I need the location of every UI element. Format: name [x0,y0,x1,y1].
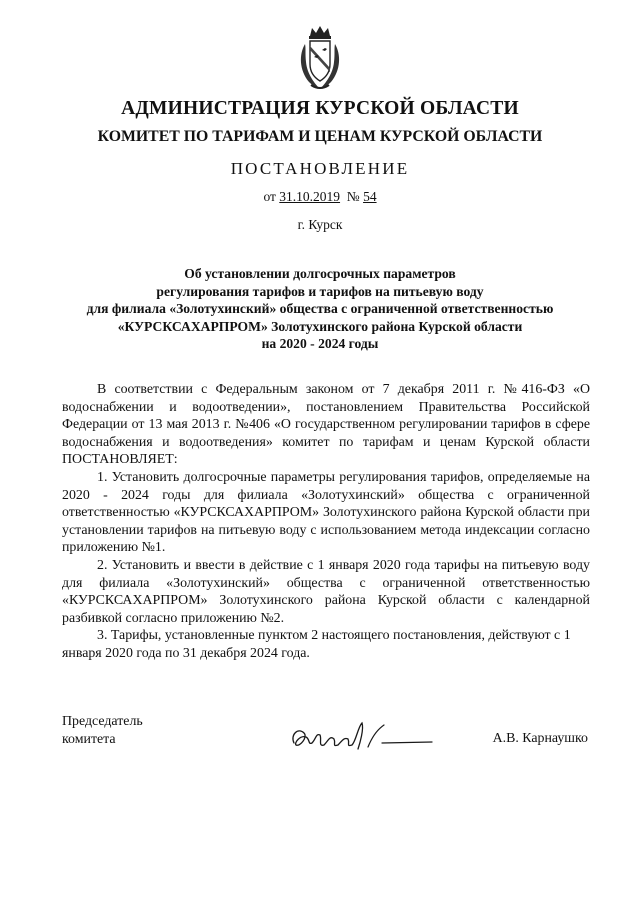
body-paragraph: 2. Установить и ввести в действие с 1 января 2020 года тарифы на питьевую воду для филиала «Золотухинский» общества с ограниченной ответственностью «КУРСКСАХАРПРОМ» Золотухинского района Курской области с календарной разбивкой согласно приложению №2. [62,557,590,626]
committee-title: КОМИТЕТ ПО ТАРИФАМ И ЦЕНАМ КУРСКОЙ ОБЛАСТИ [97,128,543,145]
signatory-title [62,713,143,748]
document-date: 31.10.2019 [279,189,341,204]
signatory-name: А.В. Карнаушко [492,731,588,746]
body-paragraph: В соответствии с Федеральным законом от 7 декабря 2011 г. №416-ФЗ «О водоснабжении и водоотведении», постановлением Правительства Российской Федерации от 13 мая 2013 г. №406 «О государственном регулировании тарифов в сфере водоснабжения и водоотведения» комитет по тарифам и ценам Курской области ПОСТАНОВЛЯЕТ: [62,382,590,468]
handwritten-signature [286,717,436,757]
subject-line: регулирования тарифов и тарифов на питьевую воду [156,283,484,299]
coat-of-arms-icon [297,24,343,92]
signatory-title-line: комитета [62,731,116,747]
organization-title: АДМИНИСТРАЦИЯ КУРСКОЙ ОБЛАСТИ [121,98,519,119]
number-prefix: № [346,189,364,204]
document-body [62,381,590,663]
body-paragraph: 3. Тарифы, установленные пунктом 2 настоящего постановления, действуют с 1 января 2020 года по 31 декабря 2024 года. [62,628,571,661]
subject-line: для филиала «Золотухинский» общества с ограниченной ответственностью [86,301,554,317]
signatory-title-line: Председатель [62,714,143,729]
date-prefix: от [263,189,280,204]
city: г. Курск [297,217,343,232]
subject-line: «КУРСКСАХАРПРОМ» Золотухинского района Курской области [117,318,523,334]
date-line [0,189,640,205]
body-paragraph: 1. Установить долгосрочные параметры регулирования тарифов, определяемые на 2020 - 2024 годы для филиала «Золотухинский» общества с ограниченной ответственностью «КУРСКСАХАРПРОМ» Золотухинского района Курской области при установлении тарифов на питьевую воду с использованием метода индексации согласно приложению №1. [62,469,590,556]
document-number: 54 [363,189,377,204]
subject-line: на 2020 - 2024 годы [261,336,379,352]
subject-line: Об установлении долгосрочных параметров [184,266,456,281]
document-type: ПОСТАНОВЛЕНИЕ [230,159,410,178]
document-subject [0,265,640,353]
